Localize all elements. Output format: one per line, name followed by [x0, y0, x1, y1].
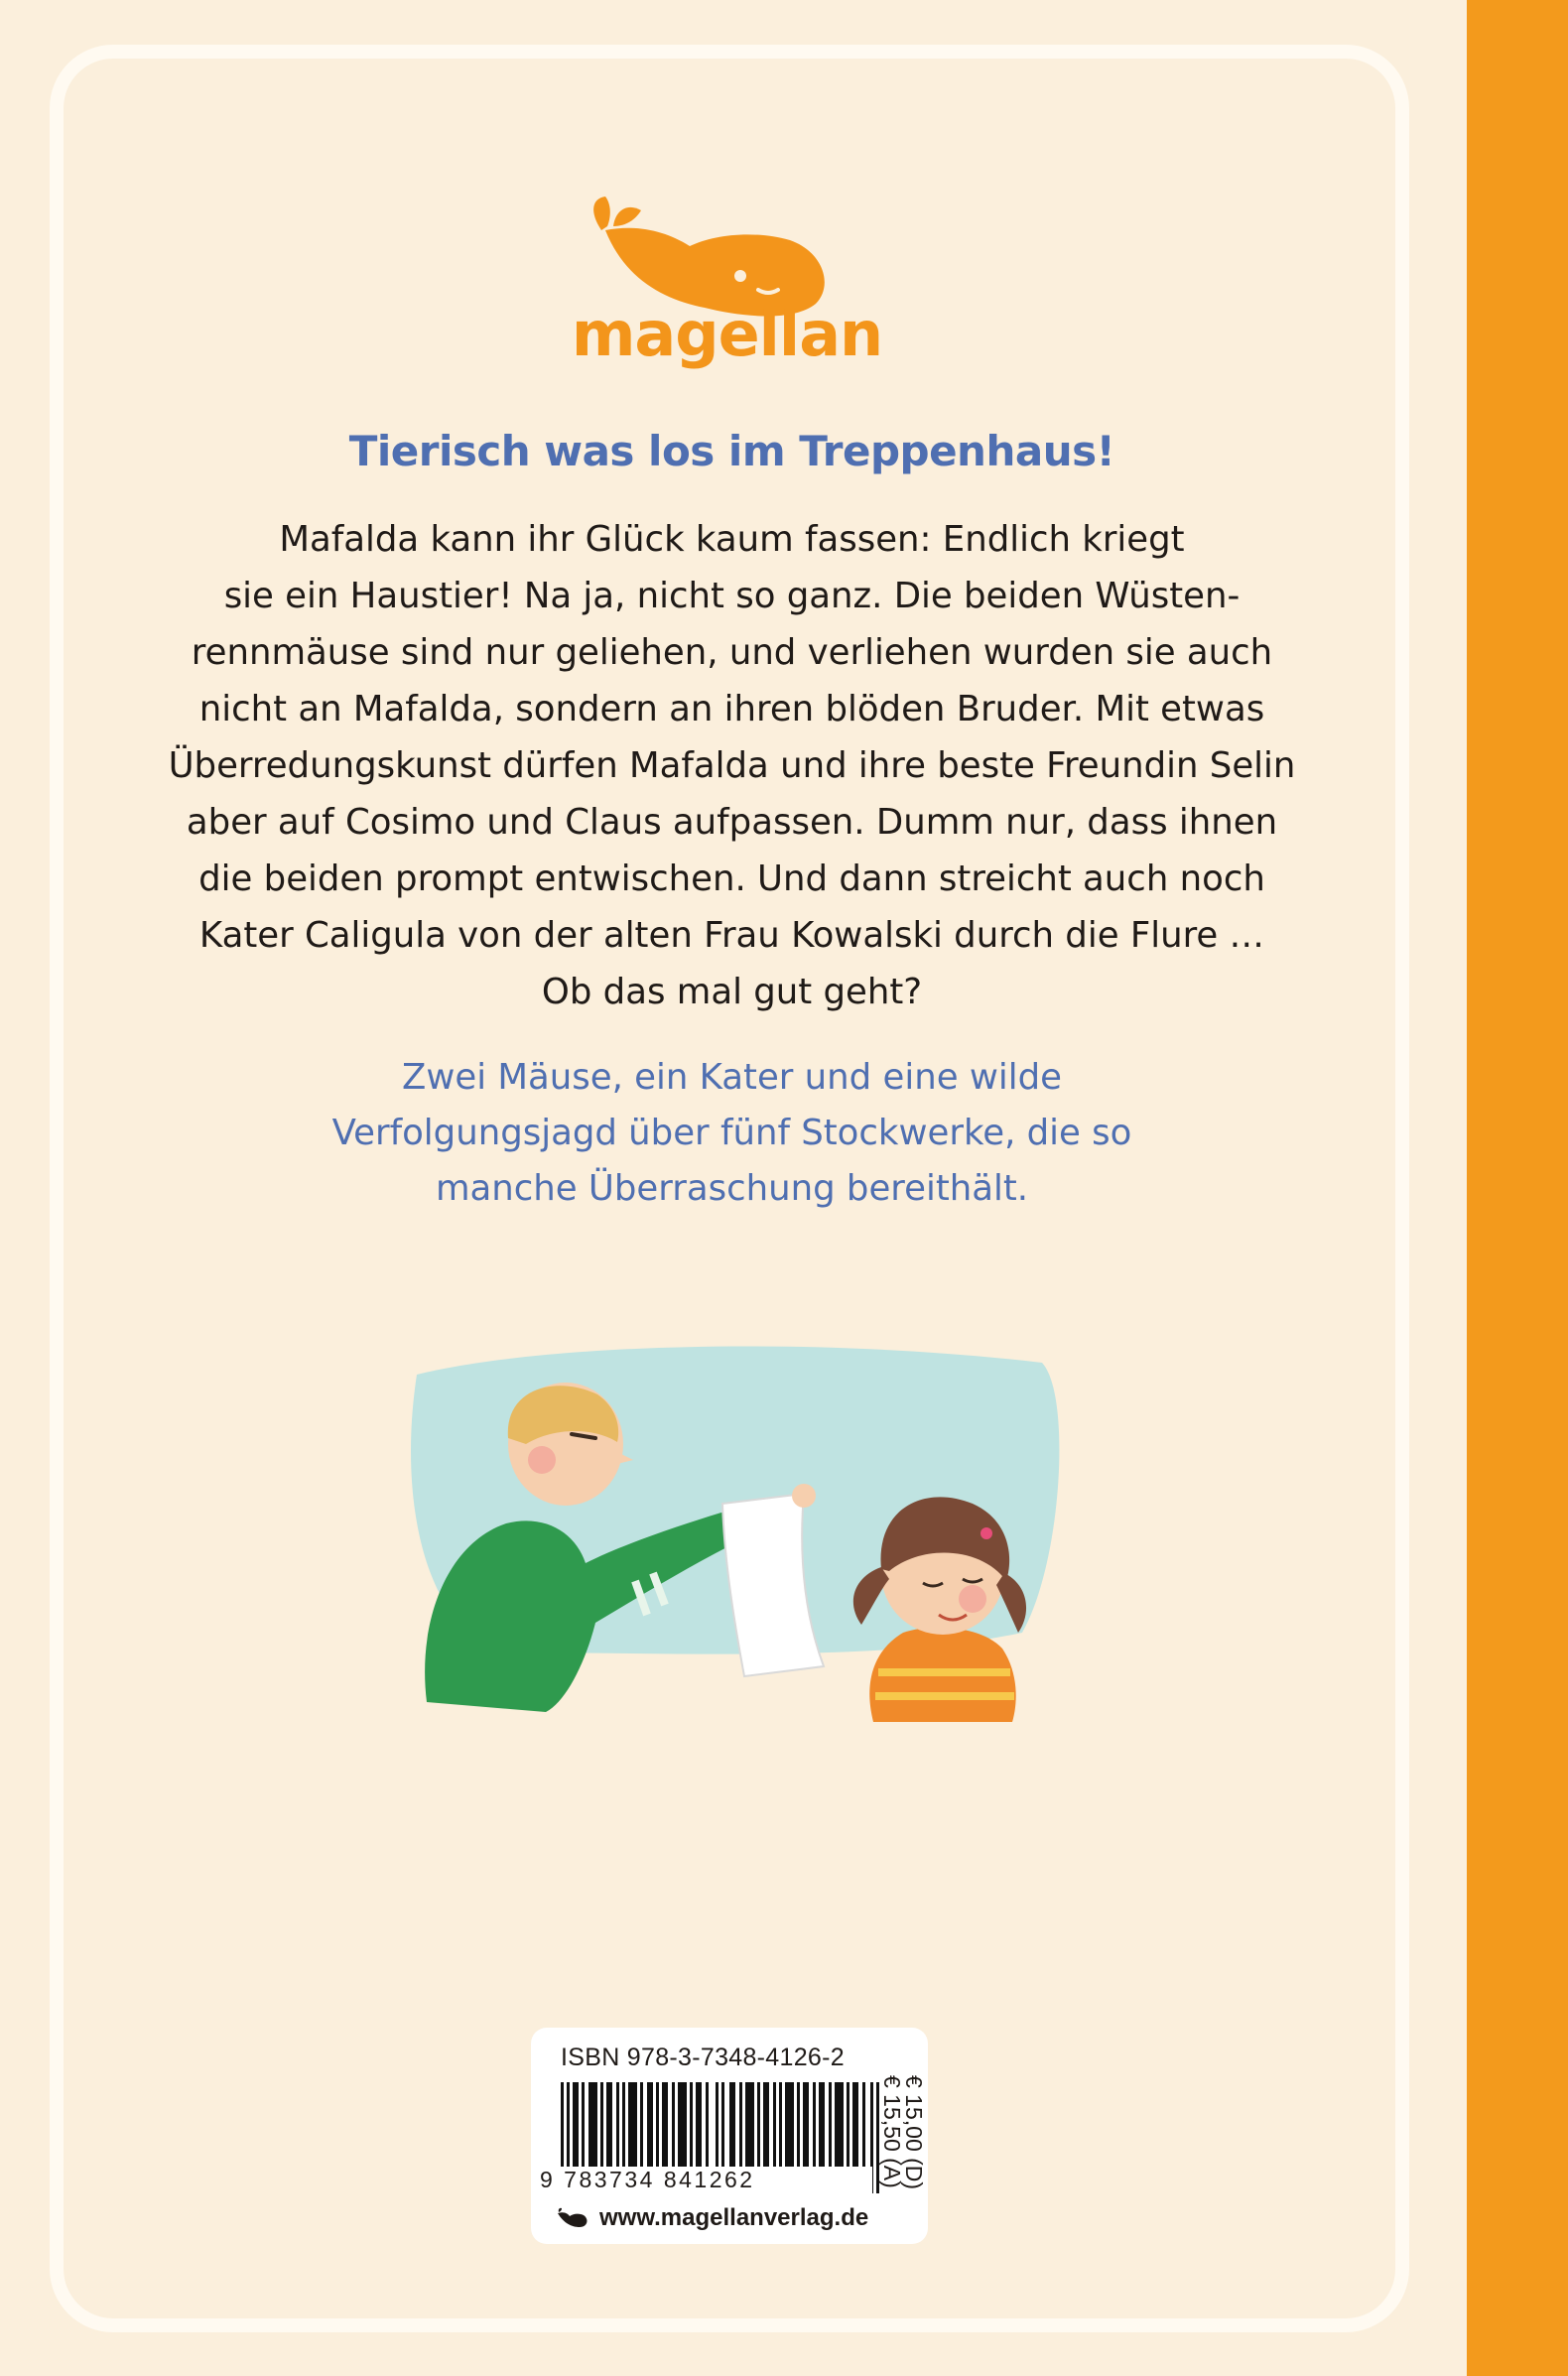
- blurb-line: nicht an Mafalda, sondern an ihren blöden Bruder. Mit etwas: [198, 689, 1265, 729]
- blurb-text: [139, 511, 1325, 1020]
- blurb-line: die beiden prompt entwischen. Und dann streicht auch noch: [198, 858, 1265, 899]
- blurb-line: rennmäuse sind nur geliehen, und verliehen wurden sie auch: [191, 632, 1273, 673]
- price-list: [879, 2075, 927, 2194]
- publisher-website: [556, 2200, 913, 2236]
- ean-digits: 9 783734 841262: [536, 2167, 872, 2193]
- isbn-number: ISBN 978-3-7348-4126-2: [561, 2044, 845, 2071]
- barcode-label: [531, 2028, 928, 2244]
- cover-illustration: [387, 1335, 1082, 1722]
- blurb-line: Mafalda kann ihr Glück kaum fassen: Endlich kriegt: [279, 519, 1185, 560]
- tagline-text: [198, 1050, 1265, 1217]
- tagline-line: manche Überraschung bereithält.: [435, 1168, 1029, 1209]
- blurb-line: Überredungskunst dürfen Mafalda und ihre beste Freundin Selin: [168, 745, 1296, 786]
- website-url: www.magellanverlag.de: [599, 2204, 869, 2231]
- price-austria: € 15,50 (A): [879, 2075, 905, 2188]
- whale-icon: [556, 2207, 589, 2229]
- tagline-line: Zwei Mäuse, ein Kater und eine wilde: [402, 1057, 1062, 1098]
- publisher-logo: [556, 191, 898, 389]
- blurb-line: Ob das mal gut geht?: [541, 972, 923, 1012]
- orange-spine-strip: [1467, 0, 1568, 2376]
- blurb-line: sie ein Haustier! Na ja, nicht so ganz. Die beiden Wüsten-: [223, 576, 1241, 616]
- blurb-headline: Tierisch was los im Treppenhaus!: [348, 427, 1115, 475]
- blurb-line: aber auf Cosimo und Claus aufpassen. Dumm nur, dass ihnen: [186, 802, 1278, 843]
- blurb-line: Kater Caligula von der alten Frau Kowalski durch die Flure …: [198, 915, 1265, 956]
- tagline-line: Verfolgungsjagd über fünf Stockwerke, die so: [331, 1113, 1132, 1153]
- price-germany: € 15,00 (D): [901, 2075, 927, 2190]
- publisher-logo-text: magellan: [571, 298, 883, 370]
